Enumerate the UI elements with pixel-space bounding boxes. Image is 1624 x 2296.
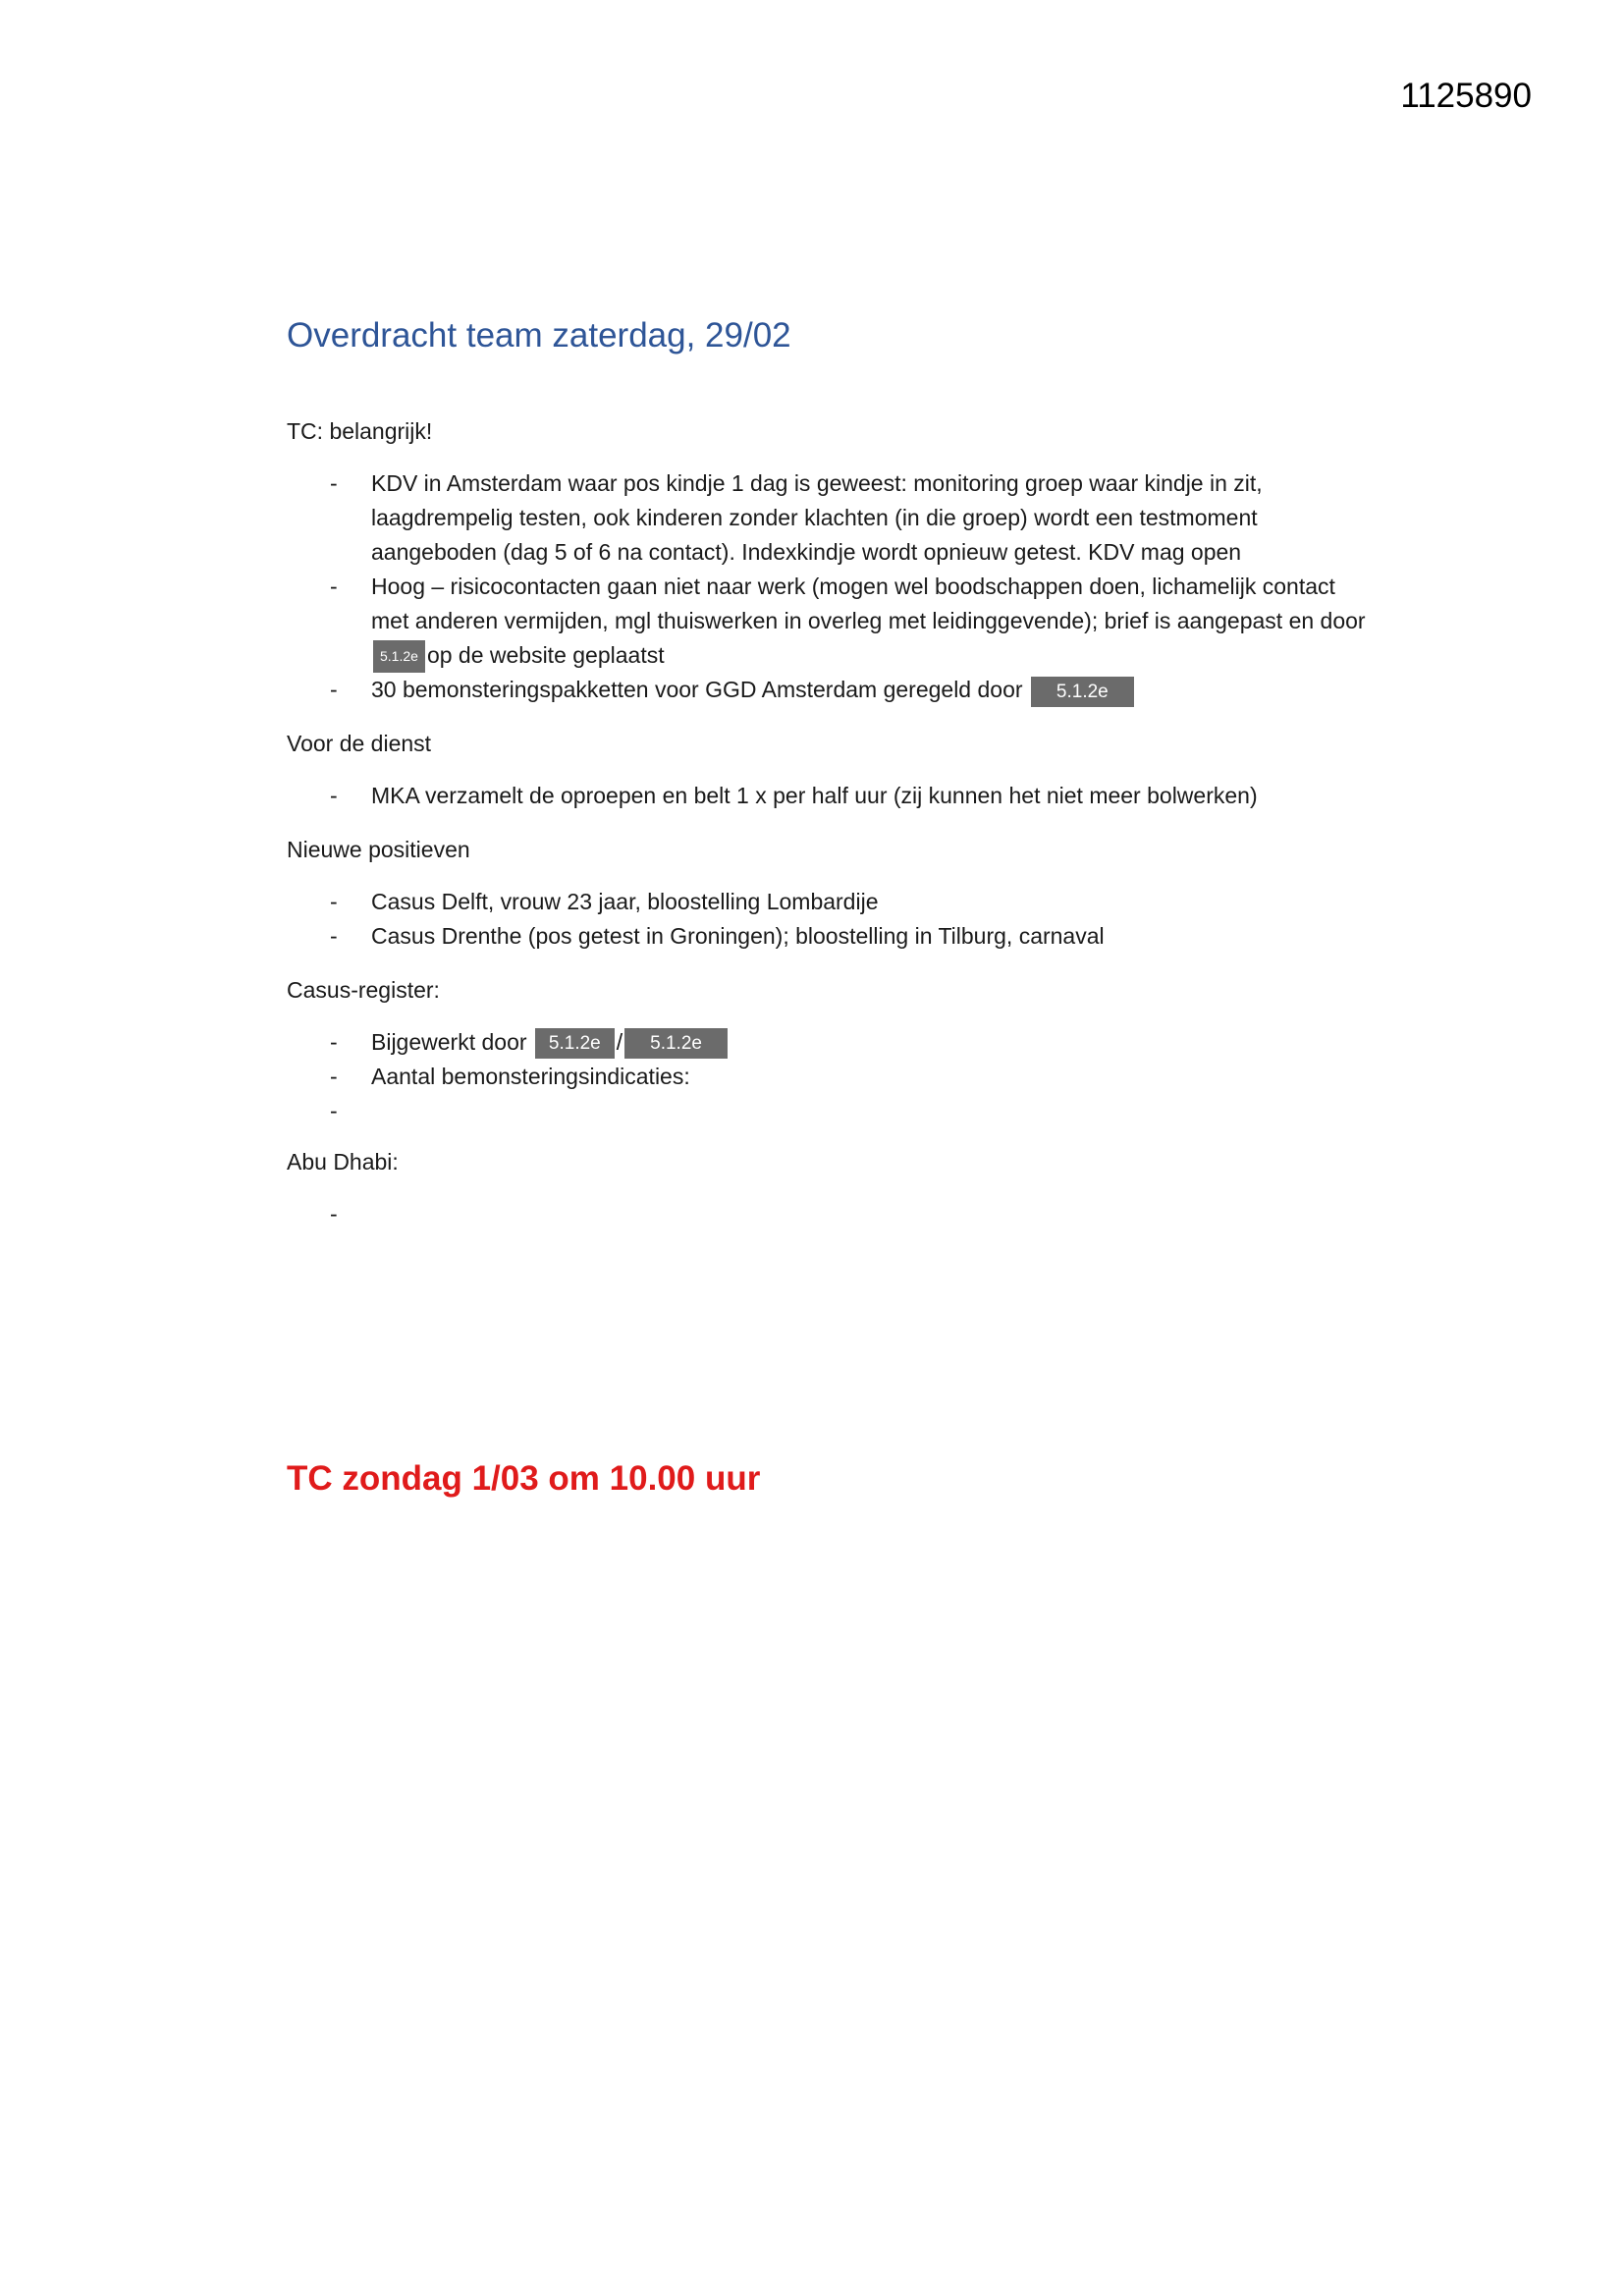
list-item-text: 30 bemonsteringspakketten voor GGD Amsterdam geregeld door: [371, 677, 1023, 703]
redaction-box: 5.1.2e: [373, 640, 425, 673]
list-item: [287, 570, 1367, 673]
redaction-box: 5.1.2e: [1031, 677, 1134, 707]
list-item-text: Casus Drenthe (pos getest in Groningen); bloostelling in Tilburg, carnaval: [371, 923, 1105, 949]
list-item: [287, 1060, 1367, 1094]
section-heading: Abu Dhabi:: [287, 1149, 399, 1175]
list-item-text: Hoog – risicocontacten gaan niet naar werk (mogen wel boodschappen doen, lichamelijk contact met anderen vermijden, mgl thuiswerken in overleg met leidinggevende); brief is aangepast en door: [371, 574, 1366, 633]
section-heading: Casus-register:: [287, 977, 440, 1003]
list-item-text: KDV in Amsterdam waar pos kindje 1 dag is geweest: monitoring groep waar kindje in zit, laagdrempelig testen, ook kinderen zonder klachten (in die groep) wordt een testmoment aangeboden (dag 5 of 6 na contact). Indexkindje wordt opnieuw getest. KDV mag open: [371, 470, 1263, 565]
document-number: 1125890: [1400, 77, 1532, 115]
redaction-box: 5.1.2e: [624, 1028, 728, 1059]
section-heading: TC: belangrijk!: [287, 418, 433, 444]
section-tc-belangrijk: [287, 414, 1367, 707]
bullet-list: [287, 779, 1367, 813]
list-item: [287, 779, 1367, 813]
list-item: [287, 885, 1367, 919]
separator: /: [616, 1029, 623, 1055]
list-item-text: MKA verzamelt de oproepen en belt 1 x per half uur (zij kunnen het niet meer bolwerken): [371, 783, 1258, 808]
bullet-list: [287, 1025, 1367, 1094]
list-item: [287, 673, 1367, 707]
callout-next-meeting: TC zondag 1/03 om 10.00 uur: [287, 1459, 761, 1498]
list-item-text: Casus Delft, vrouw 23 jaar, bloostelling Lombardije: [371, 889, 879, 914]
redaction-box: 5.1.2e: [535, 1028, 615, 1059]
list-item-text: Bijgewerkt door: [371, 1029, 527, 1055]
section-casus-register: [287, 973, 1367, 1094]
section-abu-dhabi: [287, 1145, 1367, 1197]
list-item: [287, 1025, 1367, 1060]
list-item: [287, 919, 1367, 954]
list-item-text: Aantal bemonsteringsindicaties:: [371, 1064, 690, 1089]
section-nieuwe-positieven: [287, 833, 1367, 954]
bullet-list: [287, 466, 1367, 707]
bullet-list: [287, 885, 1367, 954]
list-item: [287, 466, 1367, 570]
section-heading: Voor de dienst: [287, 731, 432, 756]
section-heading: Nieuwe positieven: [287, 837, 470, 862]
section-voor-de-dienst: [287, 727, 1367, 813]
page-title: Overdracht team zaterdag, 29/02: [287, 316, 791, 355]
list-item-text: op de website geplaatst: [426, 642, 665, 668]
